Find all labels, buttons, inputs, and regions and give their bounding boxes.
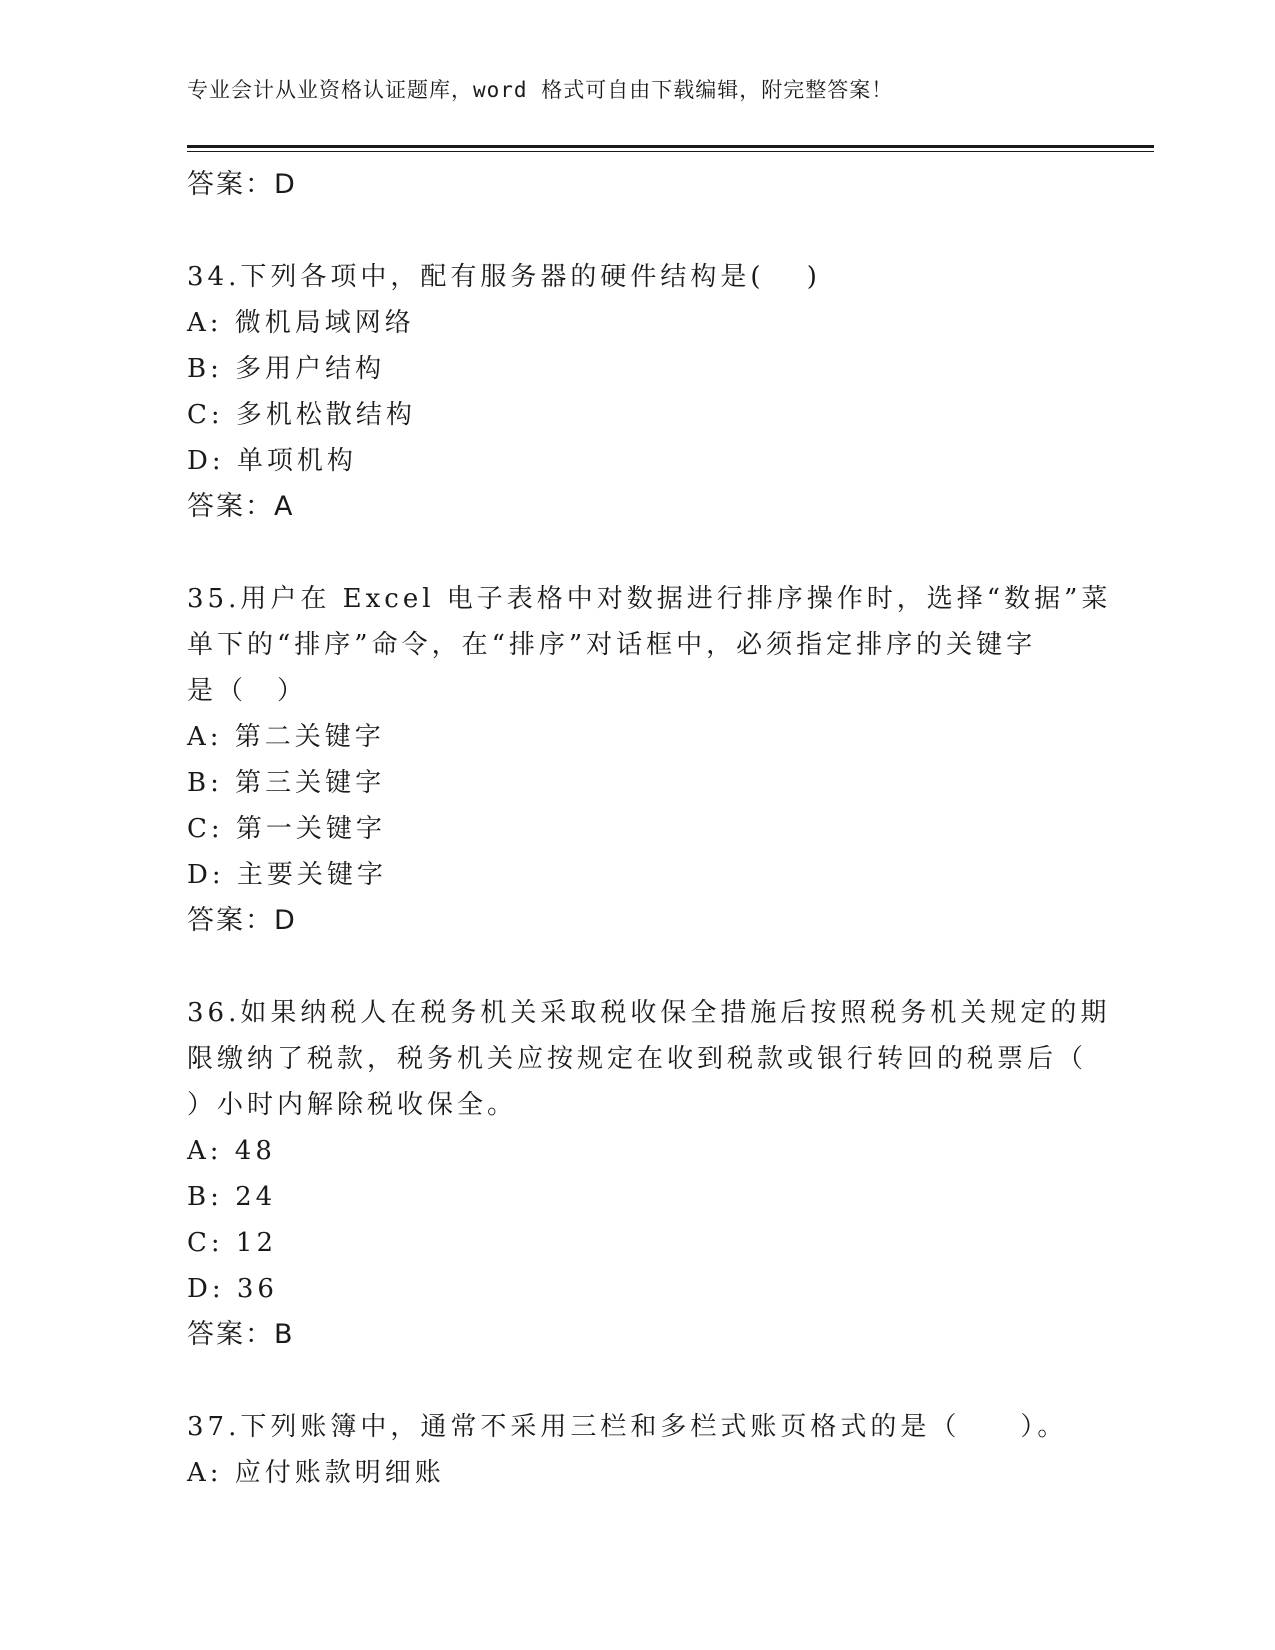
option-c: C: 第一关键字 [187, 814, 386, 844]
document-body [187, 162, 1112, 1496]
question-stem: 35.用户在 Excel 电子表格中对数据进行排序操作时，选择“数据”菜 [187, 584, 1112, 614]
option-c: C: 12 [187, 1228, 278, 1258]
question-stem: 是（ ） [187, 676, 308, 706]
option-d: D: 主要关键字 [187, 860, 387, 890]
question-block [187, 990, 1111, 1358]
option-d: D: 单项机构 [187, 446, 357, 476]
option-a: A: 48 [187, 1136, 276, 1166]
answer-line: 答案：D [187, 905, 297, 936]
option-a: A: 第二关键字 [187, 722, 385, 752]
question-stem: 37.下列账簿中，通常不采用三栏和多栏式账页格式的是（ ）。 [187, 1412, 1068, 1442]
option-d: D: 36 [187, 1274, 278, 1304]
page-header: 专业会计从业资格认证题库，word 格式可自由下载编辑，附完整答案！ [187, 78, 894, 102]
option-b: B: 多用户结构 [187, 354, 386, 384]
option-c: C: 多机松散结构 [187, 400, 416, 430]
answer-line: 答案：B [187, 1319, 295, 1350]
option-b: B: 24 [187, 1182, 277, 1212]
option-a: A: 应付账款明细账 [187, 1458, 445, 1488]
option-b: B: 第三关键字 [187, 768, 386, 798]
header-divider [187, 145, 1154, 148]
question-stem: 36.如果纳税人在税务机关采取税收保全措施后按照税务机关规定的期 [187, 998, 1111, 1028]
header-divider-thin [187, 151, 1154, 152]
option-a: A: 微机局域网络 [187, 308, 415, 338]
question-block [187, 576, 1112, 944]
question-stem: 34.下列各项中，配有服务器的硬件结构是( ) [187, 262, 821, 292]
question-stem: 限缴纳了税款，税务机关应按规定在收到税款或银行转回的税票后（ [187, 1044, 1088, 1074]
question-block [187, 1404, 1087, 1496]
question-stem: ）小时内解除税收保全。 [187, 1090, 518, 1120]
question-stem: 单下的“排序”命令，在“排序”对话框中，必须指定排序的关键字 [187, 630, 1037, 660]
answer-line: 答案：D [187, 169, 297, 200]
question-block [187, 254, 1087, 530]
answer-line: 答案：A [187, 491, 295, 522]
